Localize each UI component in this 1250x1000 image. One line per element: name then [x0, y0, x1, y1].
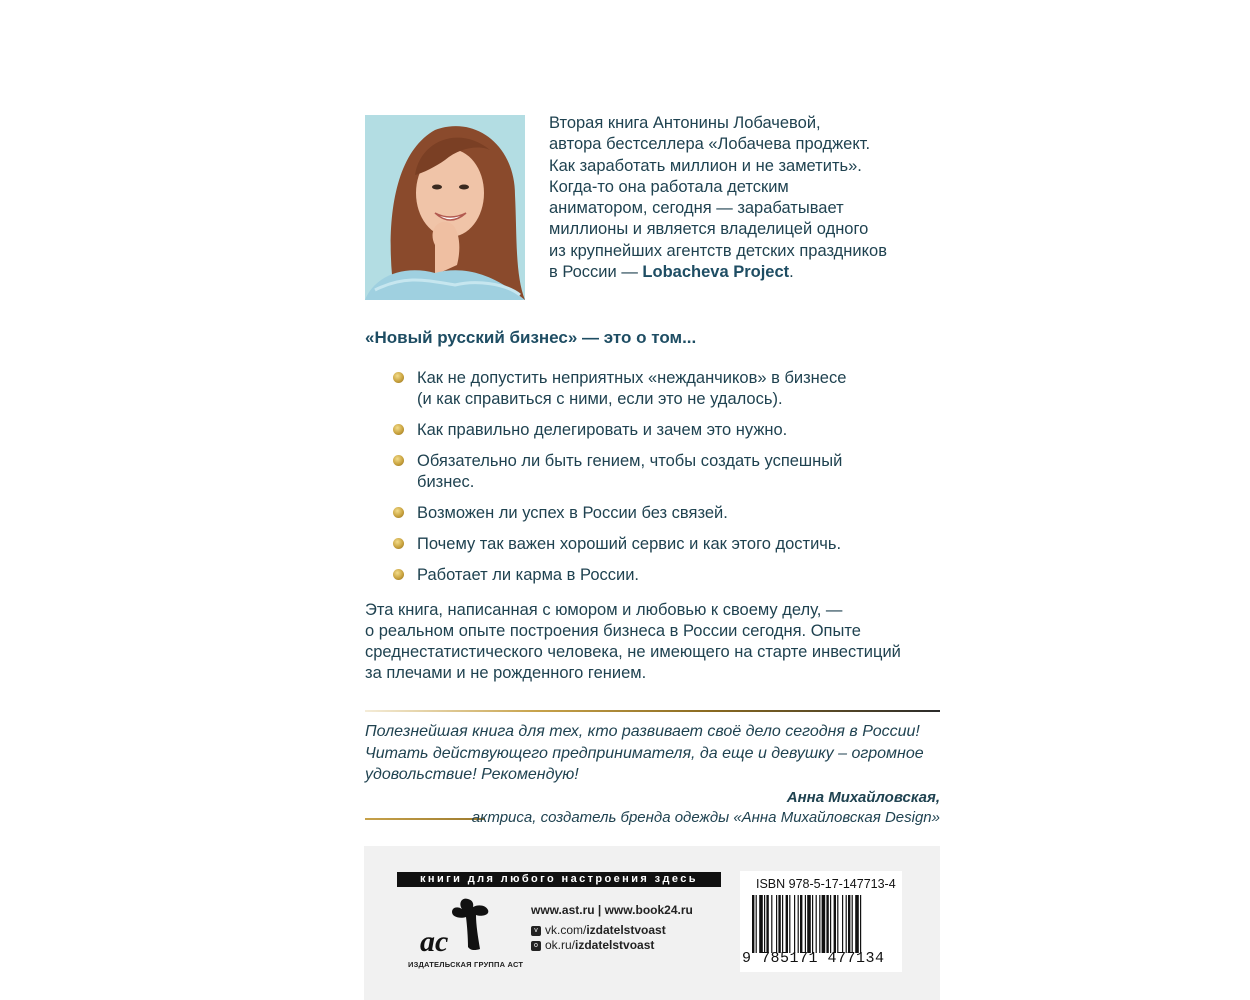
- list-item: [393, 451, 933, 493]
- gold-bullet-icon: [393, 372, 404, 383]
- summary-line: за плечами и не рожденного гением.: [365, 664, 647, 682]
- gold-bullet-icon: [393, 569, 404, 580]
- author-photo: [365, 115, 525, 300]
- author-portrait-icon: [365, 115, 525, 300]
- quote-line: удовольствие! Рекомендую!: [365, 766, 579, 783]
- isbn-number: ISBN 978-5-17-147713-4: [756, 877, 896, 891]
- gold-bullet-icon: [393, 538, 404, 549]
- vk-link[interactable]: [531, 923, 666, 937]
- quote-author-role: актриса, создатель бренда одежды «Анна Михайловская Design»: [471, 809, 940, 826]
- list-item-line: бизнес.: [417, 473, 475, 491]
- summary-line: о реальном опыте построения бизнеса в России сегодня. Опыте: [365, 622, 861, 640]
- bio-line: Когда-то она работала детским: [549, 177, 789, 196]
- list-item: [393, 565, 933, 586]
- ast-logo: [418, 895, 500, 957]
- ok-icon: o: [531, 941, 541, 951]
- endorsement-quote: [365, 721, 945, 786]
- list-item-line: Работает ли карма в России.: [417, 566, 640, 584]
- bio-line: аниматором, сегодня — зарабатывает: [549, 199, 844, 218]
- list-item-line: Как не допустить неприятных «нежданчиков» в бизнесе: [417, 369, 847, 387]
- quote-line: Полезнейшая книга для тех, кто развивает своё дело сегодня в России!: [365, 723, 920, 740]
- brand-name: Lobacheva Project: [642, 263, 790, 282]
- topic-list: [393, 368, 933, 596]
- author-bio: [549, 113, 929, 283]
- summary-line: Эта книга, написанная с юмором и любовью к своему делу, —: [365, 601, 843, 619]
- list-item-line: Обязательно ли быть гением, чтобы создать успешный: [417, 452, 843, 470]
- list-item: [393, 503, 933, 524]
- bio-line: миллионы и является владелицей одного: [549, 220, 869, 239]
- list-item-line: Почему так важен хороший сервис и как этого достичь.: [417, 535, 842, 553]
- gold-bullet-icon: [393, 507, 404, 518]
- barcode-digits: 9 785171 477134: [742, 950, 885, 967]
- list-item-line: Возможен ли успех в России без связей.: [417, 504, 728, 522]
- gold-bullet-icon: [393, 424, 404, 435]
- ok-link[interactable]: [531, 938, 654, 952]
- list-item: [393, 534, 933, 555]
- bio-line: автора бестселлера «Лобачева проджект.: [549, 135, 871, 154]
- ast-logo-icon: [418, 895, 500, 957]
- ok-handle: izdatelstvoast: [575, 938, 655, 952]
- gold-bullet-icon: [393, 455, 404, 466]
- list-item-line: Как правильно делегировать и зачем это нужно.: [417, 421, 788, 439]
- bio-line: Вторая книга Антонины Лобачевой,: [549, 114, 821, 132]
- svg-text:ac: ac: [420, 925, 449, 957]
- short-gold-divider: [365, 818, 485, 820]
- summary-line: среднестатистического человека, не имеющего на старте инвестиций: [365, 643, 901, 661]
- bio-text: .: [789, 263, 794, 282]
- barcode-icon: [752, 895, 892, 955]
- quote-author: Анна Михайловская,: [786, 789, 940, 806]
- book-summary: [365, 600, 945, 684]
- vk-handle: izdatelstvoast: [586, 923, 666, 937]
- ok-prefix: ok.ru/: [545, 938, 576, 952]
- vk-icon: v: [531, 926, 541, 936]
- publisher-tagline: книги для любого настроения здесь: [397, 872, 721, 887]
- gold-divider: [365, 710, 940, 712]
- logo-caption: ИЗДАТЕЛЬСКАЯ ГРУППА АСТ: [408, 960, 524, 969]
- list-item: [393, 368, 933, 410]
- quote-line: Читать действующего предпринимателя, да еще и девушку – огромное: [365, 744, 924, 762]
- list-item: [393, 420, 933, 441]
- list-item-line: (и как справиться с ними, если это не удалось).: [417, 390, 783, 408]
- bio-text: в России —: [549, 263, 643, 282]
- vk-prefix: vk.com/: [545, 923, 587, 937]
- section-title: «Новый русский бизнес» — это о том...: [365, 328, 697, 347]
- bio-line: Как заработать миллион и не заметить».: [549, 156, 862, 175]
- bio-line: из крупнейших агентств детских праздников: [549, 241, 887, 260]
- bio-line: [549, 262, 929, 283]
- publisher-websites[interactable]: www.ast.ru | www.book24.ru: [531, 903, 693, 917]
